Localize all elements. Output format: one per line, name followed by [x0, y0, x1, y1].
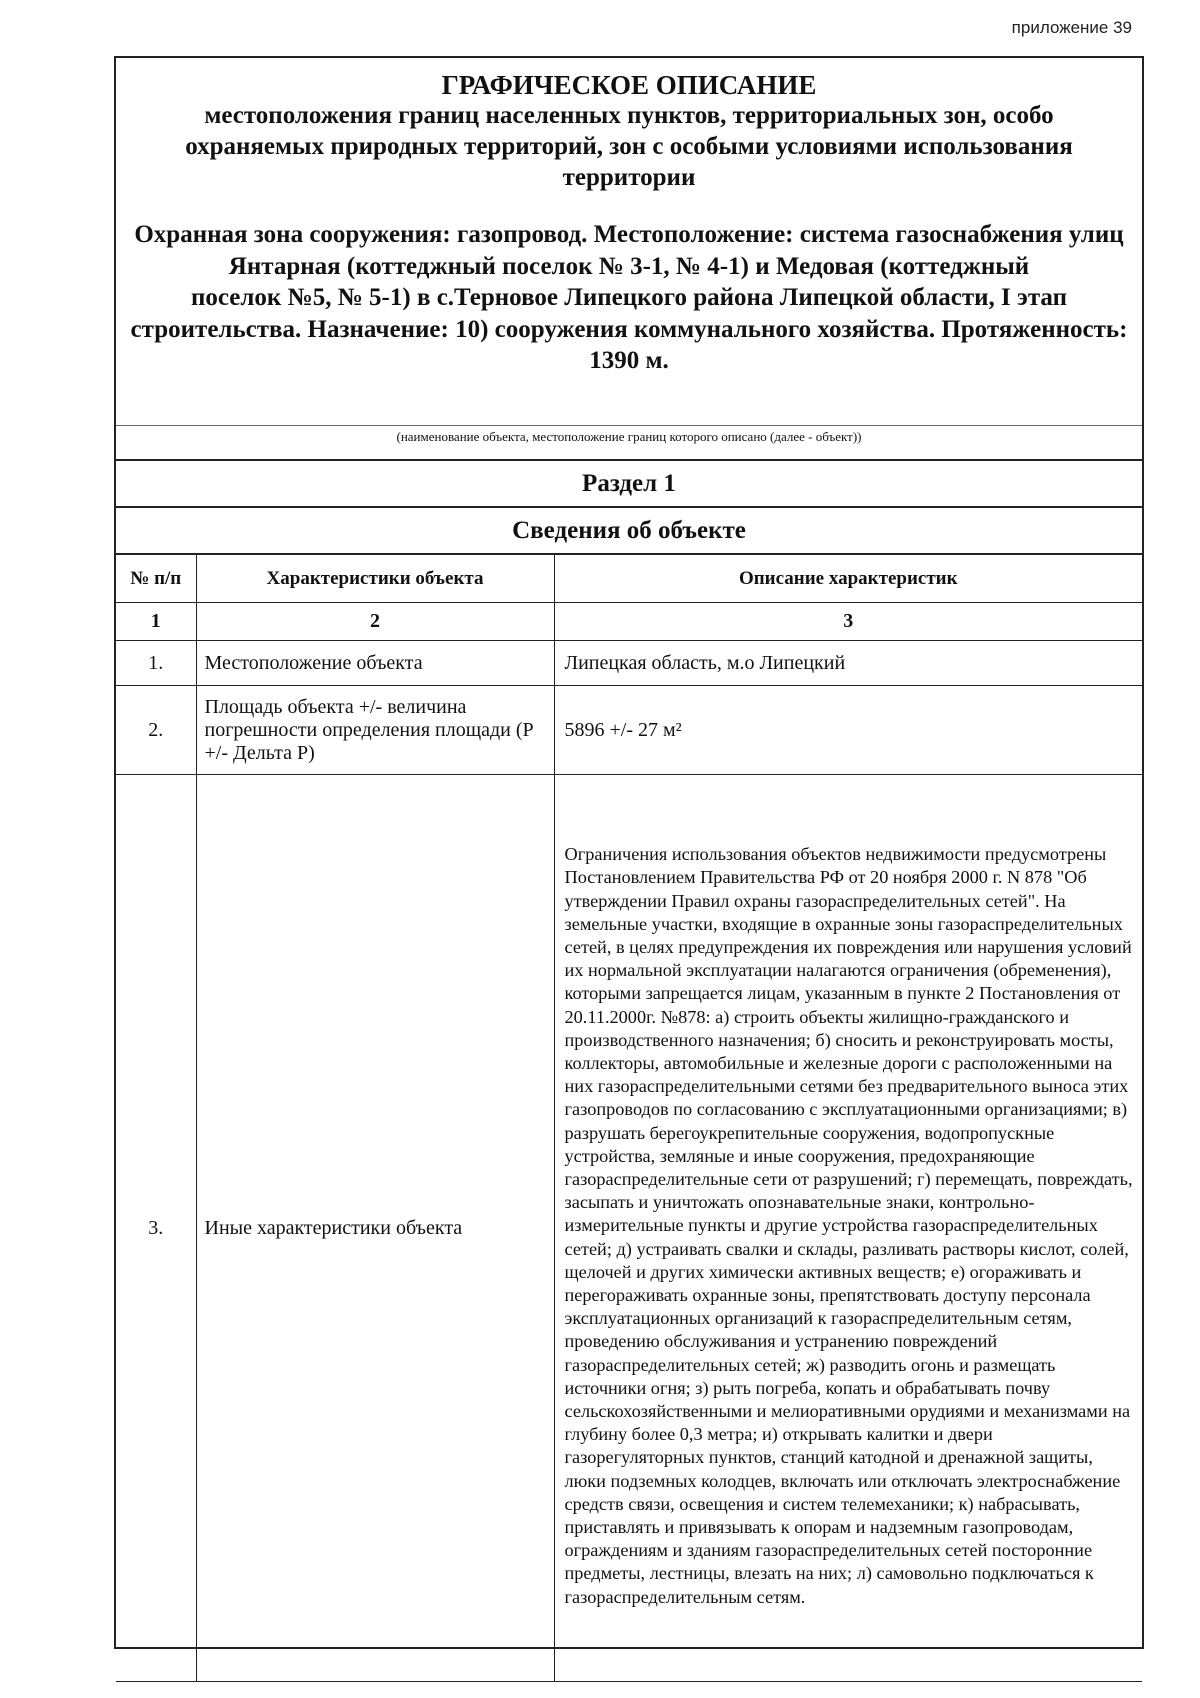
appendix-label: приложение 39: [1011, 18, 1132, 37]
column-number: 1: [116, 603, 196, 641]
row-number: 1.: [116, 641, 196, 686]
row-description: Липецкая область, м.о Липецкий: [554, 641, 1142, 686]
document-subtitle: местоположения границ населенных пунктов, территориальных зон, особо охраняемых природных территорий, зон с особыми условиями использования территории: [185, 102, 1073, 191]
table-row: [116, 686, 1142, 775]
table-row: [116, 775, 1142, 1682]
header-cell-description: Описание характеристик: [554, 555, 1142, 603]
section-title: Раздел 1: [116, 461, 1142, 508]
column-number: 3: [554, 603, 1142, 641]
header-cell-characteristic: Характеристики объекта: [196, 555, 554, 603]
object-name: [116, 193, 1142, 377]
row-characteristic: Местоположение объекта: [196, 641, 554, 686]
section-subtitle: Сведения об объекте: [116, 508, 1142, 555]
document-title: ГРАФИЧЕСКОЕ ОПИСАНИЕ: [441, 70, 817, 100]
table-header-row: [116, 555, 1142, 603]
column-number-row: [116, 603, 1142, 641]
object-name-line: Охранная зона сооружения: газопровод. Местоположение: система газоснабжения улиц Янтарная (коттеджный поселок № 3-1, № 4-1) и Медовая (коттеджный: [134, 221, 1124, 280]
header-cell-number: № п/п: [116, 555, 196, 603]
row-description: Ограничения использования объектов недвижимости предусмотрены Постановлением Правительства РФ от 20 ноября 2000 г. N 878 "Об утверждении Правил охраны газораспределительных сетей". На земельные участки, входящие в охранные зоны газораспределительных сетей, в целях предупреждения их повреждения или нарушения условий их нормальной эксплуатации налагаются ограничения (обременения), которыми запрещается лицам, указанным в пункте 2 Постановления от 20.11.2000г. №878: а) строить объекты жилищно-гражданского и производственного назначения; б) сносить и реконструировать мосты, коллекторы, автомобильные и железные дороги с расположенными на них газораспределительными сетями без предварительного выноса этих газопроводов по согласованию с эксплуатационными организациями; в) разрушать берегоукрепительные сооружения, водопропускные устройства, земляные и иные сооружения, предохраняющие газораспределительные сети от разрушений; г) перемещать, повреждать, засыпать и уничтожать опознавательные знаки, контрольно-измерительные пункты и другие устройства газораспределительных сетей; д) устраивать свалки и склады, разливать растворы кислот, солей, щелочей и других химически активных веществ; е) огораживать и перегораживать охранные зоны, препятствовать доступу персонала эксплуатационных организаций к газораспределительным сетям, проведению обслуживания и устранению повреждений газораспределительных сетей; ж) разводить огонь и размещать источники огня; з) рыть погреба, копать и обрабатывать почву сельскохозяйственными и мелиоративными орудиями и механизмами на глубину более 0,3 метра; и) открывать калитки и двери газорегуляторных пунктов, станций катодной и дренажной защиты, люки подземных колодцев, включать или отключать электроснабжение средств связи, освещения и систем телемеханики; к) набрасывать, приставлять и привязывать к опорам и надземным газопроводам, ограждениям и зданиям газораспределительных сетей посторонние предметы, лестницы, влезать на них; л) самовольно подключаться к газораспределительным сетям.: [554, 775, 1142, 1682]
row-number: 2.: [116, 686, 196, 775]
table-row: [116, 641, 1142, 686]
row-number: 3.: [116, 775, 196, 1682]
object-info-table: [116, 555, 1142, 1682]
row-characteristic: Площадь объекта +/- величина погрешности определения площади (Р +/- Дельта Р): [196, 686, 554, 775]
document-frame: [114, 56, 1144, 1649]
row-description: 5896 +/- 27 м²: [554, 686, 1142, 775]
column-number: 2: [196, 603, 554, 641]
document-header: [116, 58, 1142, 426]
row-characteristic: Иные характеристики объекта: [196, 775, 554, 1682]
object-caption: (наименование объекта, местоположение границ которого описано (далее - объект)): [116, 426, 1142, 461]
object-name-line: поселок №5, № 5-1) в с.Терновое Липецкого района Липецкой области, I этап строительства. Назначение: 10) сооружения коммунального хозяйства. Протяженность: 1390 м.: [130, 284, 1128, 374]
